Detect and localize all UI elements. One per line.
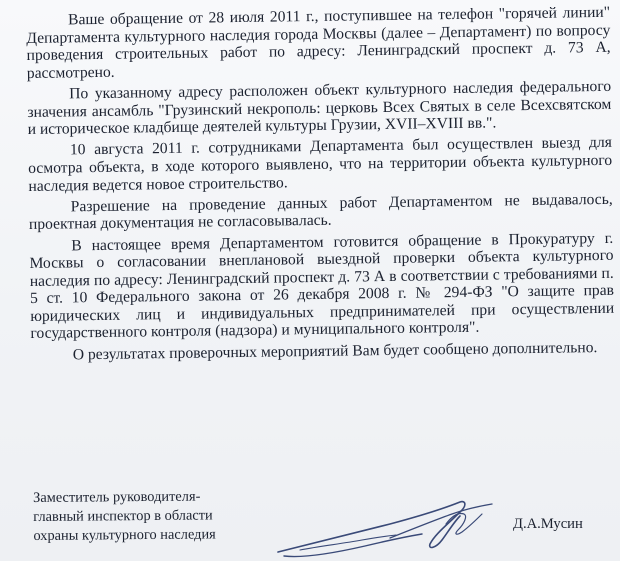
letter-body: [26, 4, 615, 368]
paragraph-appeal-received: Ваше обращение от 28 июля 2011 г., поступившее на телефон "горячей линии" Департамента культурного наследия города Москвы (далее – Департамент) по вопросу проведения строительных работ по адресу: Ленинградский проспект д. 73 А, рассмотрено.: [26, 3, 611, 82]
position-line: Заместитель руководителя-: [33, 488, 201, 506]
paragraph-results-notice: О результатах проверочных мероприятий Вам будет сообщено дополнительно.: [72, 338, 598, 364]
position-line: главный инспектор в области: [33, 507, 213, 525]
position-line: охраны культурного наследия: [33, 526, 216, 544]
paragraph-site-inspection: 10 августа 2011 г. сотрудниками Департамента был осуществлен выезд для осмотра объекта, в ходе которого выявлено, что на территории объекта культурного наследия ведется новое строительство.: [28, 134, 613, 195]
signatory-position: [33, 487, 273, 546]
signature-stroke: [446, 513, 482, 534]
paragraph-prosecutor-appeal: В настоящее время Департаментом готовится обращение в Прокуратуру г. Москвы о согласовании внеплановой выездной проверки объекта культурного наследия по адресу: Ленинградский проспект д. 73 А в соответствии с требованиями п. 5 ст. 10 Федерального закона от 26 декабря 2008 г. № 294-ФЗ "О защите прав юридических лиц и индивидуальных предпринимателей при осуществлении государственного контроля (надзора) и муниципального контроля".: [29, 229, 615, 343]
handwritten-signature: [270, 494, 500, 560]
signer-name: Д.А.Мусин: [513, 516, 583, 532]
paragraph-heritage-object: По указанному адресу расположен объект культурного наследия федерального значения ансамбль "Грузинский некрополь: церковь Всех Святых в селе Всехсвятском и историческое кладбище деятелей культуры Грузии, XVII–XVIII вв.".: [27, 77, 612, 139]
paragraph-no-permit: Разрешение на проведение данных работ Департаментом не выдавалось, проектная документация не согласовывалась.: [28, 190, 613, 234]
